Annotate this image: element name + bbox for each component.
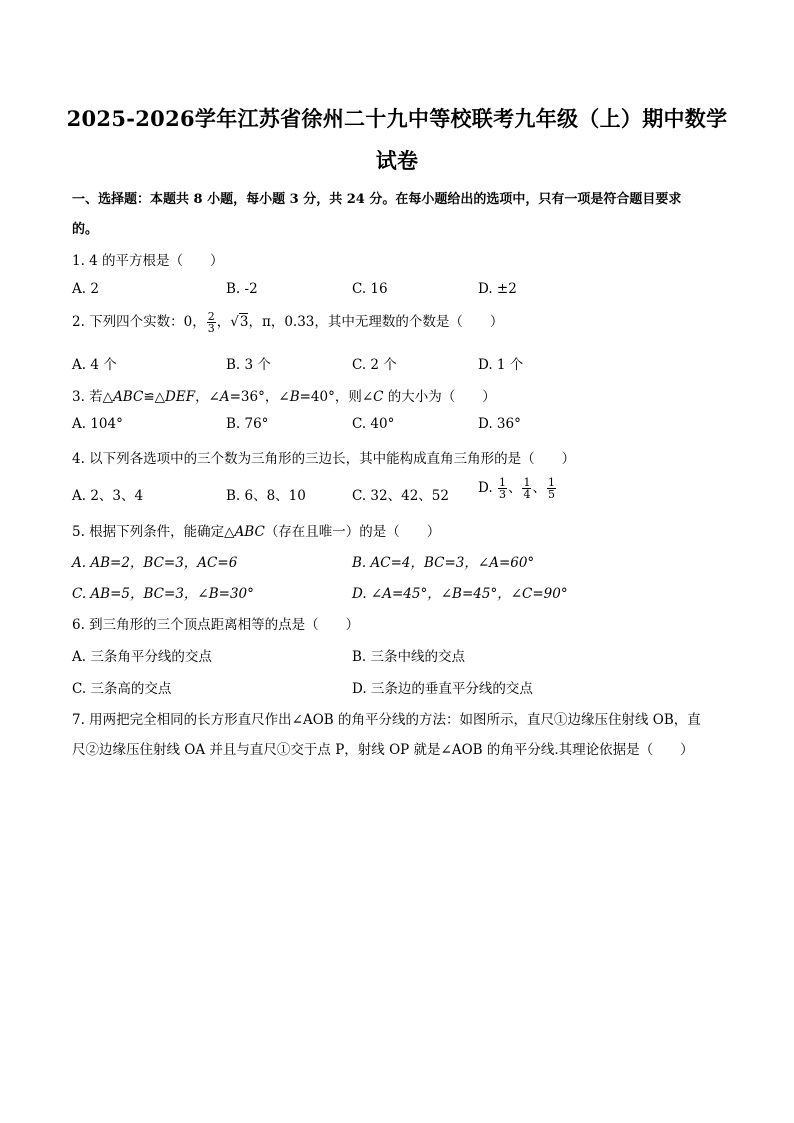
radicand: 3 (239, 314, 249, 330)
question-2-option-a: A. 4 个 (72, 357, 117, 373)
question-6-option-d: D. 三条边的垂直平分线的交点 (352, 681, 533, 697)
question-5-option-d: D. ∠A=45°，∠B=45°，∠C=90° (352, 586, 568, 602)
question-4-option-d (478, 476, 557, 500)
fraction-two-thirds (207, 311, 216, 334)
question-3-option-b: B. 76° (226, 416, 269, 432)
exam-title-line2: 试卷 (375, 148, 419, 173)
q5-triangle-abc: ABC (234, 524, 265, 540)
square-root-three (230, 314, 248, 330)
exam-title-line1: 2025-2026学年江苏省徐州二十九中等校联考九年级（上）期中数学 (66, 106, 728, 131)
question-3-option-a: A. 104° (72, 416, 123, 432)
question-3-option-d: D. 36° (478, 416, 521, 432)
fraction-denominator: 5 (547, 488, 555, 501)
fraction-one-fourth (522, 477, 531, 500)
question-2-stem (72, 310, 503, 334)
question-4-option-a: A. 2、3、4 (72, 488, 144, 504)
q3-triangle-def: DEF (165, 389, 196, 405)
fraction-numerator: 1 (547, 476, 555, 489)
question-1-option-a: A. 2 (72, 281, 99, 297)
question-4-option-b: B. 6、8、10 (226, 488, 306, 504)
question-1-option-b: B. -2 (226, 281, 258, 297)
fraction-denominator: 4 (523, 488, 531, 501)
option-d-label: D. (478, 480, 493, 496)
question-1-stem: 1. 4 的平方根是（ ） (72, 253, 224, 269)
q3-text-f: 的大小为（ ） (383, 389, 496, 405)
question-5-option-c: C. AB=5，BC=3，∠B=30° (72, 586, 254, 602)
question-6-option-b: B. 三条中线的交点 (352, 649, 466, 665)
question-4-stem: 4. 以下列各选项中的三个数为三角形的三边长，其中能构成直角三角形的是（ ） (72, 451, 576, 467)
radical-sign: √ (230, 314, 239, 330)
question-2-option-c: C. 2 个 (352, 357, 397, 373)
q3-text-b: ≌△ (143, 389, 166, 405)
question-7-stem-line1: 7. 用两把完全相同的长方形直尺作出∠AOB 的角平分线的方法：如图所示，直尺①边缘压住射线 OB，直 (72, 712, 701, 728)
list-separator: 、 (507, 480, 522, 496)
fraction-denominator: 3 (498, 488, 506, 501)
q3-angle-b: B (289, 389, 300, 405)
question-3-stem (72, 385, 496, 405)
q3-text-a: 3. 若△ (72, 389, 114, 405)
section-instructions-line1: 一、选择题：本题共 8 小题，每小题 3 分，共 24 分。在每小题给出的选项中，只有一项是符合题目要求 (72, 192, 682, 207)
question-2-separator: ， (216, 314, 231, 330)
question-2-stem-prefix: 2. 下列四个实数：0， (72, 314, 206, 330)
fraction-denominator: 3 (207, 322, 215, 335)
q5-text-a: 5. 根据下列条件，能确定△ (72, 524, 235, 540)
question-4-option-c: C. 32、42、52 (352, 488, 449, 504)
question-2-stem-suffix: ，π，0.33，其中无理数的个数是（ ） (248, 314, 504, 330)
question-2-option-d: D. 1 个 (478, 357, 524, 373)
q3-text-c: ，∠ (195, 389, 220, 405)
fraction-numerator: 2 (207, 310, 215, 323)
q5-text-b: （存在且唯一）的是（ ） (264, 524, 441, 540)
question-6-option-a: A. 三条角平分线的交点 (72, 649, 212, 665)
question-5-option-a: A. AB=2，BC=3，AC=6 (72, 555, 238, 571)
question-1-option-c: C. 16 (352, 281, 388, 297)
section-instructions-line2: 的。 (72, 222, 99, 237)
q3-angle-a: A (219, 389, 230, 405)
question-6-option-c: C. 三条高的交点 (72, 681, 172, 697)
q3-text-e: =40°，则∠ (299, 389, 374, 405)
list-separator: 、 (532, 480, 546, 496)
fraction-one-third (498, 477, 507, 500)
question-6-stem: 6. 到三角形的三个顶点距离相等的点是（ ） (72, 617, 360, 633)
question-7-stem-line2: 尺②边缘压住射线 OA 并且与直尺①交于点 P，射线 OP 就是∠AOB 的角平分线.其理论依据是（ ） (72, 742, 694, 758)
question-3-option-c: C. 40° (352, 416, 395, 432)
fraction-numerator: 1 (523, 476, 531, 489)
question-2-option-b: B. 3 个 (226, 357, 271, 373)
q3-triangle-abc: ABC (113, 389, 144, 405)
fraction-one-fifth (547, 477, 556, 500)
q3-text-d: =36°，∠ (229, 389, 290, 405)
question-5-stem (72, 520, 440, 540)
question-1-option-d: D. ±2 (478, 281, 517, 297)
question-5-option-b: B. AC=4，BC=3，∠A=60° (352, 555, 535, 571)
q3-angle-c: C (373, 389, 384, 405)
fraction-numerator: 1 (498, 476, 506, 489)
